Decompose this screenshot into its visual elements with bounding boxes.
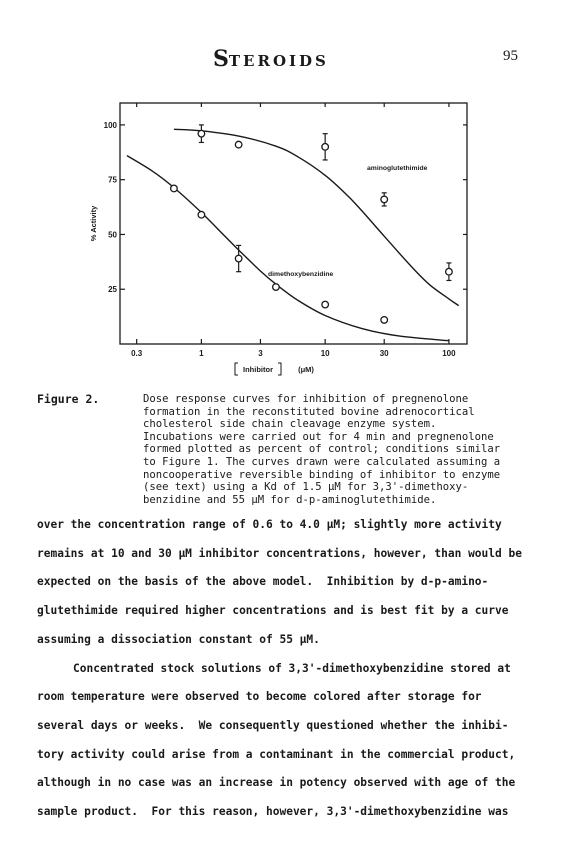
x-tick-label: 30 (379, 349, 389, 358)
x-tick-label: 3 (258, 349, 263, 358)
caption-line: benzidine and 55 μM for d-p-aminoglutethimide. (143, 493, 437, 506)
axes (120, 103, 467, 344)
curve-aminoglutethimide (174, 129, 459, 305)
caption-line: Incubations were carried out for 4 min and pregnenolone (143, 430, 494, 443)
body-line: remains at 10 and 30 μM inhibitor concentrations, however, than would be (37, 546, 522, 560)
dose-response-chart (0, 0, 576, 385)
body-line: glutethimide required higher concentrations and is best fit by a curve (37, 604, 509, 618)
body-line: over the concentration range of 0.6 to 4.0 μM; slightly more activity (37, 518, 502, 531)
data-point-aminoglutethimide (446, 268, 453, 275)
body-line: room temperature were observed to become colored after storage for (37, 690, 482, 704)
y-tick-label: 75 (108, 175, 117, 185)
data-point-aminoglutethimide (381, 196, 388, 203)
series-label-dimethoxybenzidine: dimethoxybenzidine (268, 271, 334, 278)
caption-line: to Figure 1. The curves drawn were calculated assuming a (143, 456, 501, 468)
x-axis-unit: (μM) (298, 365, 314, 374)
data-point-aminoglutethimide (235, 141, 242, 148)
series-label-aminoglutethimide: aminoglutethimide (367, 165, 428, 172)
caption-line: cholesterol side chain cleavage enzyme system. (143, 418, 437, 431)
plot-frame (120, 103, 467, 344)
y-axis-label: % Activity (89, 205, 98, 242)
body-line: tory activity could arise from a contaminant in the commercial product, (37, 747, 516, 761)
data-point-dimethoxybenzidine (235, 255, 242, 262)
y-tick-label: 25 (108, 285, 117, 295)
data-point-aminoglutethimide (198, 130, 205, 137)
data-point-dimethoxybenzidine (171, 185, 178, 192)
caption-line: Dose response curves for inhibition of pregnenolone (143, 393, 469, 405)
data-point-dimethoxybenzidine (322, 301, 329, 308)
data-point-dimethoxybenzidine (273, 284, 280, 291)
data-point-aminoglutethimide (322, 144, 329, 151)
body-line: Concentrated stock solutions of 3,3'-dimethoxybenzidine stored at (73, 661, 511, 675)
data-point-dimethoxybenzidine (198, 211, 205, 218)
body-line: expected on the basis of the above model. Inhibition by d-p-amino- (37, 575, 489, 589)
body-line: several days or weeks. We consequently questioned whether the inhibi- (37, 718, 509, 732)
caption-line: (see text) using a Kd of 1.5 μM for 3,3'-dimethoxy- (143, 481, 469, 494)
fitted-curves (127, 129, 459, 340)
x-axis-label: Inhibitor (243, 365, 273, 374)
x-tick-label: 0.3 (131, 349, 143, 358)
curve-dimethoxybenzidine (127, 156, 449, 341)
x-tick-label: 100 (442, 349, 456, 358)
body-line: sample product. For this reason, however, 3,3'-dimethoxybenzidine was (37, 805, 509, 818)
x-tick-label: 1 (199, 349, 204, 358)
caption-line: formation in the reconstituted bovine adrenocortical (143, 405, 475, 418)
body-line: although in no case was an increase in potency observed with age of the (37, 776, 516, 790)
y-tick-label: 100 (103, 120, 117, 130)
caption-line: formed plotted as percent of control; conditions similar (143, 443, 501, 456)
x-tick-label: 10 (320, 349, 330, 358)
y-tick-label: 50 (108, 230, 117, 240)
journal-logo-rest: TEROIDS (228, 52, 329, 70)
page-number: 95 (503, 48, 518, 64)
caption-line: noncooperative reversible binding of inhibitor to enzyme (143, 468, 501, 481)
body-line: assuming a dissociation constant of 55 μM. (37, 632, 320, 646)
journal-logo-initial: S (213, 46, 229, 72)
data-point-dimethoxybenzidine (381, 317, 388, 324)
figure-label: Figure 2. (37, 392, 100, 406)
